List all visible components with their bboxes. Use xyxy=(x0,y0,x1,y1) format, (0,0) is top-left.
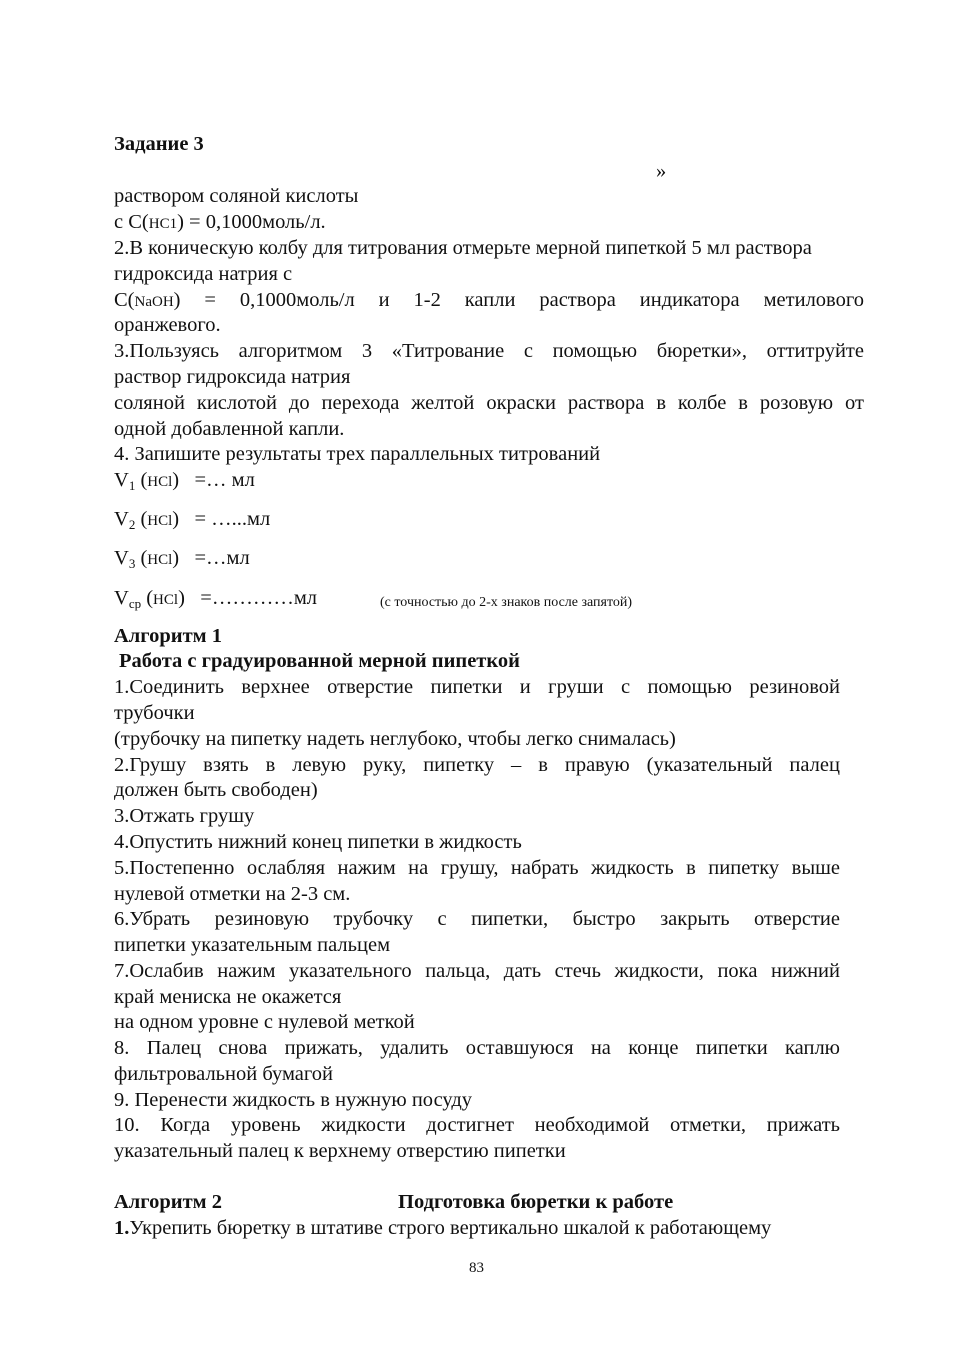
algorithm1-step: 1.Соединить верхнее отверстие пипетки и груши с помощью резиновой xyxy=(114,676,840,698)
algorithm1-step: 9. Перенести жидкость в нужную посуду xyxy=(114,1089,473,1111)
algorithm2-step xyxy=(114,1216,771,1240)
algorithm2-subtitle: Подготовка бюретки к работе xyxy=(398,1191,674,1213)
algorithm1-step: 4.Опустить нижний конец пипетки в жидкость xyxy=(114,831,522,853)
algorithm1-step: 7.Ослабив нажим указательного пальца, дать стечь жидкости, пока нижний xyxy=(114,960,840,982)
algorithm1-step: должен быть свободен) xyxy=(114,779,318,801)
closing-quote-mark: » xyxy=(656,160,667,182)
algorithm1-step: (трубочку на пипетку надеть неглубоко, чтобы легко снималась) xyxy=(114,728,676,750)
hcl-concentration xyxy=(114,210,326,236)
volume-row: $V_3$ (HCl) =…мл xyxy=(114,547,250,571)
naoh-conc-prefix: С( xyxy=(114,289,135,311)
algorithm1-step: 10. Когда уровень жидкости достигнет необходимой отметки, прижать xyxy=(114,1114,840,1136)
task-line: соляной кислотой до перехода желтой окраски раствора в колбе в розовую от xyxy=(114,392,864,414)
algorithm1-step: фильтровальной бумагой xyxy=(114,1063,334,1085)
algorithm1-step: на одном уровне с нулевой меткой xyxy=(114,1011,415,1033)
algorithm1-step: нулевой отметки на 2-3 см. xyxy=(114,883,351,905)
algorithm1-step: 6.Убрать резиновую трубочку с пипетки, быстро закрыть отверстие xyxy=(114,908,840,930)
algorithm2-step-number: 1. xyxy=(114,1217,130,1239)
hcl-conc-value: ) = 0,1000моль/л. xyxy=(177,211,326,233)
task-title: Задание 3 xyxy=(114,133,204,155)
task-line: раствором соляной кислоты xyxy=(114,185,359,207)
task-line: раствор гидроксида натрия xyxy=(114,366,351,388)
page-number: 83 xyxy=(469,1260,484,1276)
algorithm1-step: край мениска не окажется xyxy=(114,986,342,1008)
naoh-formula: NaOH xyxy=(134,294,174,310)
algorithm1-step: 3.Отжать грушу xyxy=(114,805,255,827)
algorithm2-title: Алгоритм 2 xyxy=(114,1191,222,1213)
hcl-formula: HC1 xyxy=(148,216,178,232)
hcl-conc-prefix: с С( xyxy=(114,211,149,233)
volume-row-average: $V_{ср}$ (HCl) =…………мл xyxy=(114,587,318,611)
algorithm1-step: 5.Постепенно ослабляя нажим на грушу, набрать жидкость в пипетку выше xyxy=(114,857,840,879)
precision-note: (с точностью до 2-х знаков после запятой) xyxy=(380,595,633,610)
task-line: 2.В коническую колбу для титрования отмерьте мерной пипеткой 5 мл раствора xyxy=(114,237,812,259)
algorithm1-step: 8. Палец снова прижать, удалить оставшуюся на конце пипетки каплю xyxy=(114,1037,840,1059)
task-line: гидроксида натрия с xyxy=(114,263,293,285)
volume-row: $V_1$ (HCl) =… мл xyxy=(114,469,255,493)
algorithm1-step: указательный палец к верхнему отверстию пипетки xyxy=(114,1140,566,1162)
task-line: 3.Пользуясь алгоритмом 3 «Титрование с помощью бюретки», оттитруйте xyxy=(114,340,864,362)
task-line: оранжевого. xyxy=(114,314,221,336)
algorithm1-step: трубочки xyxy=(114,702,195,724)
algorithm1-step: 2.Грушу взять в левую руку, пипетку – в правую (указательный палец xyxy=(114,754,840,776)
algorithm1-subtitle: Работа с градуированной мерной пипеткой xyxy=(119,650,520,672)
algorithm1-title: Алгоритм 1 xyxy=(114,625,222,647)
naoh-conc-value: ) = 0,1000моль/л и 1-2 капли раствора индикатора метилового xyxy=(173,289,864,311)
algorithm2-step-text: Укрепить бюретку в штативе строго вертикально шкалой к работающему xyxy=(129,1217,772,1239)
algorithm1-step: пипетки указательным пальцем xyxy=(114,934,391,956)
task-line: одной добавленной капли. xyxy=(114,418,345,440)
naoh-concentration xyxy=(114,288,864,314)
task-line: 4. Запишите результаты трех параллельных титрований xyxy=(114,443,601,465)
volume-row: $V_2$ (HCl) = …...мл xyxy=(114,508,271,532)
